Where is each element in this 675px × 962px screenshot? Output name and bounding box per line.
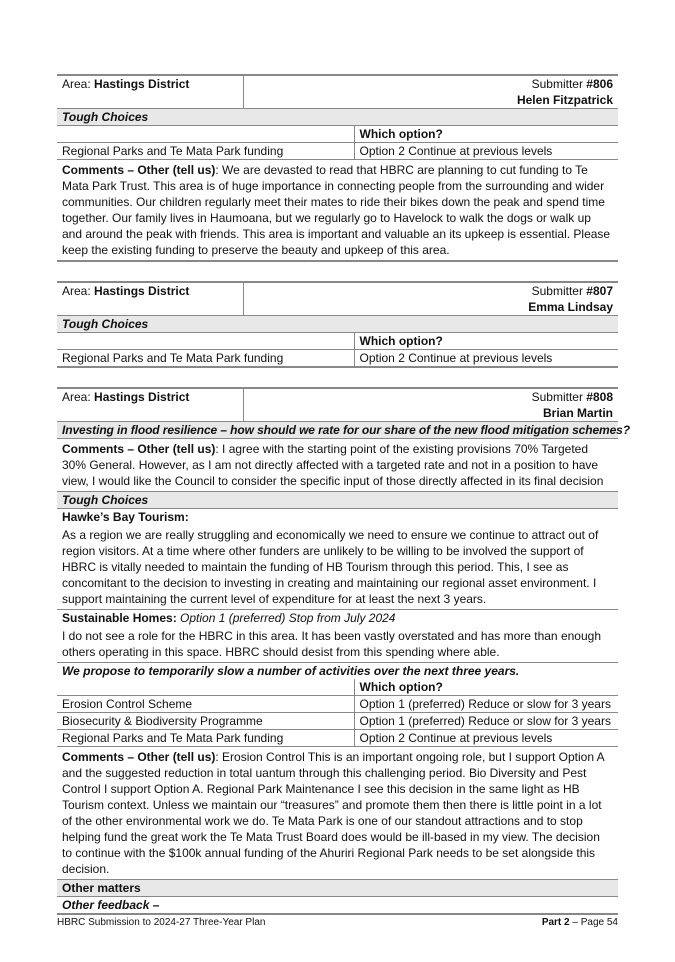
area-cell: Area: Hastings District xyxy=(62,77,190,91)
comments: Comments – Other (tell us): Erosion Control This is an important ongoing role, but I support Option A and the suggested reduction in total uantum through this challenging period. Bio Diversity and Pest Control I support Option A. Regional Park Maintenance I see this decision in the same light as HB Tourism context. Unless we maintain our “treasures” and promote them then there is little point in a lot of the other environmental work we do. Te Mata Park is one of our standout attractions and to stop helping fund the great work the Te Mata Trust Board does would be ill-based in my view. The decision to continue with the $100k annual funding of the Ahuriri Regional Park needs to be set alongside this decision. xyxy=(62,750,605,876)
submitter-cell: Submitter #808 Brian Martin xyxy=(243,388,618,422)
homes-text: I do not see a role for the HBRC in this area. It has been vastly overstated and has more than enough others operating in this space. HBRC should desist from this spending where able. xyxy=(62,629,601,659)
other-matters-heading: Other matters xyxy=(62,881,141,895)
submitter-number: #807 xyxy=(586,284,613,298)
homes-option: Option 1 (preferred) Stop from July 2024 xyxy=(180,611,396,625)
option-row xyxy=(57,696,618,713)
option-row-value: Option 2 Continue at previous levels xyxy=(354,143,618,160)
option-row-label: Regional Parks and Te Mata Park funding xyxy=(62,144,284,158)
submission-808 xyxy=(57,387,630,915)
submission-806 xyxy=(57,74,618,262)
option-row-label: Regional Parks and Te Mata Park funding xyxy=(62,731,284,745)
comments: Comments – Other (tell us): We are devasted to read that HBRC are planning to cut funding to Te Mata Park Trust. This area is of huge importance in connecting people from the surrounding and wider communities. Our children regularly meet their mates to ride their bikes down the peak and spend time together. Our family lives in Haumoana, but we regularly go to Havelock to walk the dogs or walk up and around the peak with friends. This area is important and valuable an its upkeep is essential. Please keep the existing funding to preserve the beauty and upkeep of this area. xyxy=(62,163,611,257)
submitter-name: Brian Martin xyxy=(542,406,613,420)
page-number: Part 2 – Page 54 xyxy=(541,917,618,928)
submitter-number: #808 xyxy=(586,390,613,404)
submitter-number: #806 xyxy=(586,77,613,91)
area-cell: Area: Hastings District xyxy=(62,284,190,298)
submission-807 xyxy=(57,281,618,368)
submitter-name: Helen Fitzpatrick xyxy=(516,93,613,107)
other-feedback: Other feedback – xyxy=(62,898,160,912)
option-row xyxy=(57,730,618,747)
which-option-header: Which option? xyxy=(354,333,618,350)
option-row-label: Biosecurity & Biodiversity Programme xyxy=(62,714,263,728)
option-row-value: Option 1 (preferred) Reduce or slow for 3 years xyxy=(354,696,618,713)
area-value: Hastings District xyxy=(94,77,190,91)
section-heading: Tough Choices xyxy=(62,317,149,331)
homes-heading: Sustainable Homes: Option 1 (preferred) Stop from July 2024 xyxy=(62,611,396,625)
option-row-value: Option 2 Continue at previous levels xyxy=(354,730,618,747)
page-footer xyxy=(57,917,618,928)
section-heading: Tough Choices xyxy=(62,110,149,124)
which-option-header: Which option? xyxy=(354,679,618,696)
tourism-text: As a region we are really struggling and economically we need to ensure we continue to attract out of region visitors. At a time where other funders are unlikely to be willing to be involved the support of HBRC is vitally needed to maintain the funding of HB Tourism through this period. This, I see as concomitant to the decision to investing in creating and maintaining our regional asset environment. I support maintaining the current level of expenditure for at least the next 3 years. xyxy=(62,528,599,606)
option-row xyxy=(57,713,618,730)
area-value: Hastings District xyxy=(94,390,190,404)
option-row-label: Erosion Control Scheme xyxy=(62,697,193,711)
submitter-name: Emma Lindsay xyxy=(528,300,613,314)
footer-title: HBRC Submission to 2024-27 Three-Year Plan xyxy=(57,917,266,928)
flood-comments: Comments – Other (tell us): I agree with the starting point of the existing provisions 70% Targeted 30% General. However, as I am not directly affected with a targeted rate and not in a position to have view, I would like the Council to consider the specific input of those directly affected in its final decision xyxy=(62,442,604,488)
area-cell: Area: Hastings District xyxy=(62,390,190,404)
option-row-label: Regional Parks and Te Mata Park funding xyxy=(62,351,284,365)
flood-heading: Investing in flood resilience – how should we rate for our share of the new flood mitigation schemes? xyxy=(62,423,630,437)
which-option-header: Which option? xyxy=(354,126,618,143)
area-value: Hastings District xyxy=(94,284,190,298)
option-row-value: Option 2 Continue at previous levels xyxy=(354,350,618,368)
section-heading: Tough Choices xyxy=(62,493,149,507)
tourism-heading: Hawke’s Bay Tourism: xyxy=(62,510,189,524)
slow-heading: We propose to temporarily slow a number of activities over the next three years. xyxy=(62,664,520,678)
submitter-cell: Submitter #806 Helen Fitzpatrick xyxy=(243,75,618,109)
option-row-value: Option 1 (preferred) Reduce or slow for 3 years xyxy=(354,713,618,730)
document-page xyxy=(57,74,630,915)
submitter-cell: Submitter #807 Emma Lindsay xyxy=(243,282,618,316)
